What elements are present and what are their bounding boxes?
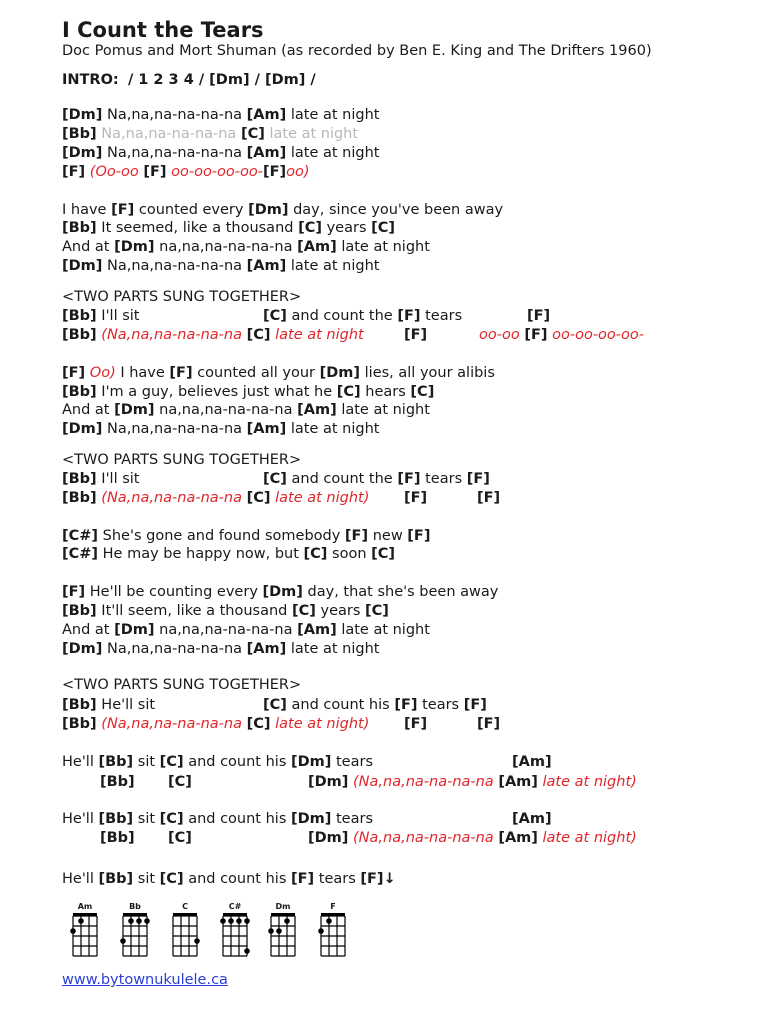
finger-dot (136, 918, 142, 924)
outro1-line-2a: [Bb] (100, 774, 135, 790)
two-parts-header-3: <TWO PARTS SUNG TOGETHER> (62, 677, 302, 693)
intro-lyric-1: [Dm] Na,na,na-na-na-na [Am] late at night (62, 107, 380, 123)
verse3-line-3: And at [Dm] na,na,na-na-na-na [Am] late at night (62, 622, 430, 638)
finger-dot (244, 948, 250, 954)
finger-dot (276, 928, 282, 934)
intro-lyric-3: [Dm] Na,na,na-na-na-na [Am] late at night (62, 145, 380, 161)
chord-diagram-label: C# (228, 902, 242, 911)
fretboard-grid (220, 912, 252, 960)
finger-dot (194, 938, 200, 944)
outro1-line-2b: [C] (168, 774, 192, 790)
finger-dot (120, 938, 126, 944)
verse1-line-4: [Dm] Na,na,na-na-na-na [Am] late at night (62, 258, 380, 274)
verse1-line-1: I have [F] counted every [Dm] day, since you've been away (62, 202, 504, 218)
finger-dot (144, 918, 150, 924)
tp1-line-2: [Bb] (Na,na,na-na-na-na [C] late at night (62, 327, 364, 343)
verse2-line-3: And at [Dm] na,na,na-na-na-na [Am] late at night (62, 402, 430, 418)
tp1-line-2c: oo-oo [F] oo-oo-oo-oo- (479, 327, 645, 343)
tp3-line-2b: [F] (404, 716, 428, 732)
verse3-line-2: [Bb] It'll seem, like a thousand [C] years [C] (62, 603, 389, 619)
verse3-line-4: [Dm] Na,na,na-na-na-na [Am] late at night (62, 641, 380, 657)
verse1-line-2: [Bb] It seemed, like a thousand [C] years [C] (62, 220, 396, 236)
finger-dot (128, 918, 134, 924)
tp3-line-2: [Bb] (Na,na,na-na-na-na [C] late at night) (62, 716, 370, 732)
tp1-line-1b: [C] and count the [F] tears (263, 308, 463, 324)
finger-dot (284, 918, 290, 924)
finger-dot (244, 918, 250, 924)
bridge-line-2: [C#] He may be happy now, but [C] soon [C] (62, 546, 396, 562)
outro1-line-1b: [Am] (512, 754, 552, 770)
two-parts-header-2: <TWO PARTS SUNG TOGETHER> (62, 452, 302, 468)
intro-line: INTRO: / 1 2 3 4 / [Dm] / [Dm] / (62, 72, 316, 88)
tp2-line-2c: [F] (477, 490, 501, 506)
finger-dot (318, 928, 324, 934)
fretboard-grid (120, 912, 152, 960)
tp3-line-2c: [F] (477, 716, 501, 732)
website-link[interactable]: www.bytownukulele.ca (62, 972, 228, 988)
fretboard-grid (70, 912, 102, 960)
tp2-line-1: [Bb] I'll sit (62, 471, 140, 487)
song-title: I Count the Tears (62, 18, 264, 42)
chord-diagram-label: Dm (275, 902, 291, 911)
final-line: He'll [Bb] sit [C] and count his [F] tears [F]↓ (62, 871, 396, 887)
outro2-line-2b: [C] (168, 830, 192, 846)
outro2-line-2c: [Dm] (Na,na,na-na-na-na [Am] late at night) (308, 830, 637, 846)
chord-diagram-label: F (330, 902, 336, 911)
finger-dot (228, 918, 234, 924)
tp2-line-2b: [F] (404, 490, 428, 506)
tp2-line-2: [Bb] (Na,na,na-na-na-na [C] late at night) (62, 490, 370, 506)
chord-diagram-label: Am (77, 902, 93, 911)
tp3-line-1: [Bb] He'll sit (62, 697, 156, 713)
fretboard-grid (170, 912, 202, 960)
bridge-line-1: [C#] She's gone and found somebody [F] new [F] (62, 528, 431, 544)
finger-dot (268, 928, 274, 934)
finger-dot (70, 928, 76, 934)
tp2-line-1b: [C] and count the [F] tears [F] (263, 471, 490, 487)
two-parts-header-1: <TWO PARTS SUNG TOGETHER> (62, 289, 302, 305)
finger-dot (236, 918, 242, 924)
chord-diagram-label: Bb (129, 902, 141, 911)
tp3-line-1b: [C] and count his [F] tears [F] (263, 697, 487, 713)
verse1-line-3: And at [Dm] na,na,na-na-na-na [Am] late at night (62, 239, 430, 255)
tp1-line-1: [Bb] I'll sit (62, 308, 140, 324)
fretboard-grid (268, 912, 300, 960)
tp1-line-2b: [F] (404, 327, 428, 343)
tp1-line-1c: [F] (527, 308, 551, 324)
verse2-line-1: [F] Oo) I have [F] counted all your [Dm] lies, all your alibis (62, 365, 495, 381)
song-credits: Doc Pomus and Mort Shuman (as recorded by Ben E. King and The Drifters 1960) (62, 43, 652, 59)
outro2-line-1: He'll [Bb] sit [C] and count his [Dm] tears (62, 811, 374, 827)
outro1-line-2c: [Dm] (Na,na,na-na-na-na [Am] late at night) (308, 774, 637, 790)
outro1-line-1: He'll [Bb] sit [C] and count his [Dm] tears (62, 754, 374, 770)
intro-lyric-2: [Bb] Na,na,na-na-na-na [C] late at night (62, 126, 359, 142)
finger-dot (326, 918, 332, 924)
outro2-line-2a: [Bb] (100, 830, 135, 846)
finger-dot (78, 918, 84, 924)
chord-diagram-label: C (182, 902, 188, 911)
finger-dot (220, 918, 226, 924)
verse2-line-2: [Bb] I'm a guy, believes just what he [C] hears [C] (62, 384, 435, 400)
verse3-line-1: [F] He'll be counting every [Dm] day, that she's been away (62, 584, 499, 600)
fretboard-grid (318, 912, 350, 960)
outro2-line-1b: [Am] (512, 811, 552, 827)
verse2-line-4: [Dm] Na,na,na-na-na-na [Am] late at night (62, 421, 380, 437)
intro-lyric-4: [F] (Oo-oo [F] oo-oo-oo-oo-[F]oo) (62, 164, 310, 180)
